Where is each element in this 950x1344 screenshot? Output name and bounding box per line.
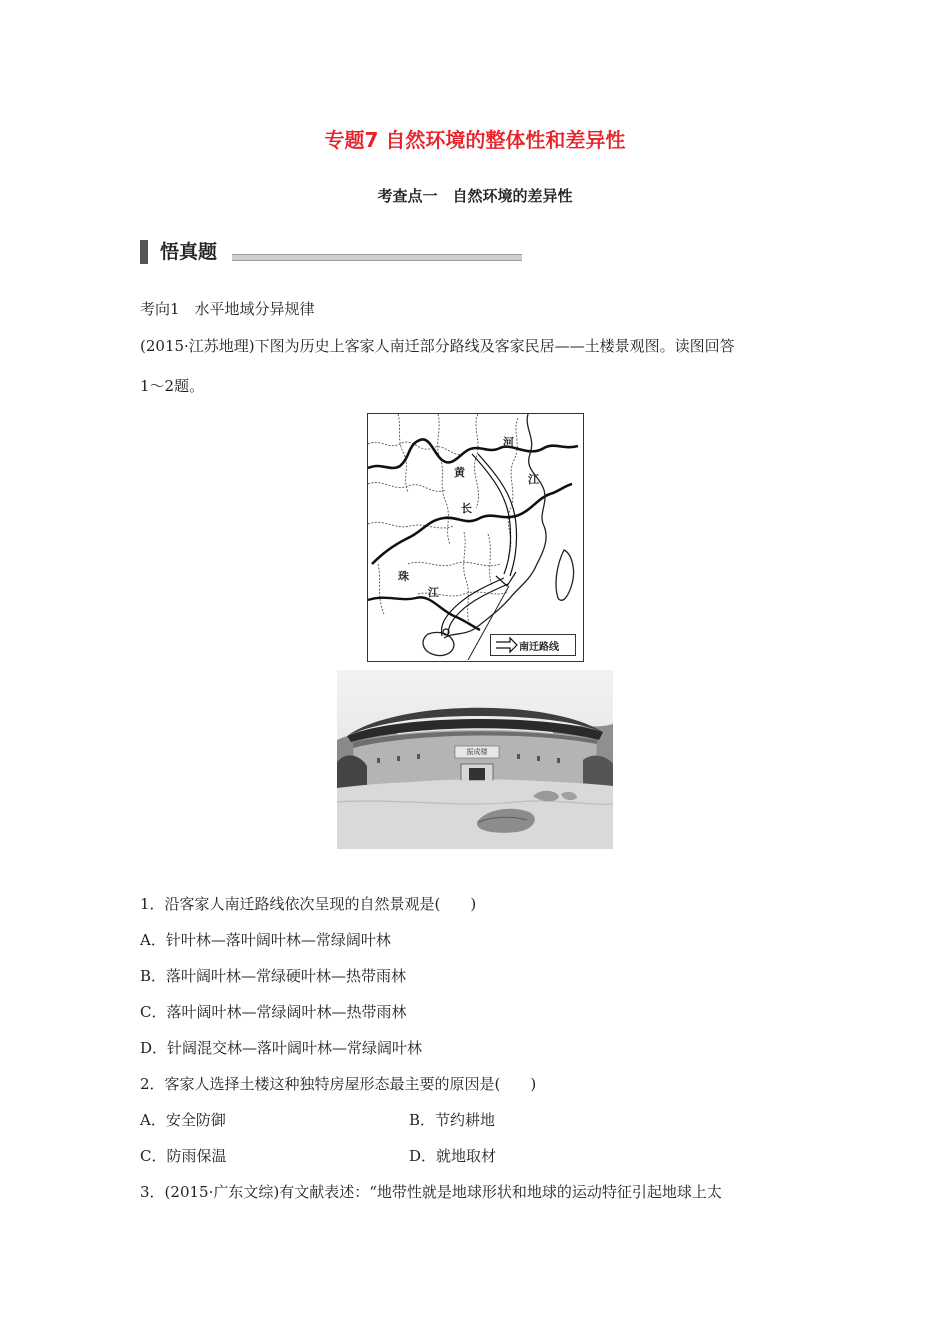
question-1-option-b: B．落叶阔叶林—常绿硬叶林—热带雨林 bbox=[140, 967, 407, 985]
map-drawing bbox=[368, 414, 582, 660]
map-label-he: 河 bbox=[503, 436, 514, 449]
tulou-photo bbox=[337, 670, 613, 849]
legend-label: 南迁路线 bbox=[519, 642, 559, 653]
page-title: 专题7 自然环境的整体性和差异性 bbox=[324, 128, 626, 152]
map-legend bbox=[490, 634, 576, 656]
question-1-option-c: C．落叶阔叶林—常绿阔叶林—热带雨林 bbox=[140, 1003, 407, 1021]
question-2-option-c: C．防雨保温 bbox=[140, 1147, 227, 1165]
section-header bbox=[140, 240, 525, 264]
question-1-option-a: A．针叶林—落叶阔叶林—常绿阔叶林 bbox=[140, 931, 391, 949]
section-label: 悟真题 bbox=[160, 241, 218, 263]
map-label-huang: 黄 bbox=[454, 466, 465, 479]
tulou-drawing bbox=[337, 670, 613, 849]
migration-map bbox=[367, 413, 584, 662]
arrow-legend-icon bbox=[493, 635, 519, 655]
map-label-jiang-pearl: 江 bbox=[428, 586, 439, 599]
map-label-chang: 长 bbox=[461, 502, 472, 515]
question-2-option-a: A．安全防御 bbox=[140, 1111, 226, 1129]
source-line-2: 1～2题。 bbox=[140, 377, 205, 395]
section-bar bbox=[140, 240, 148, 264]
source-line-1: (2015·江苏地理)下图为历史上客家人南迁部分路线及客家民居——土楼景观图。读图回答 bbox=[140, 337, 735, 355]
section-rule bbox=[232, 254, 522, 261]
question-1-stem: 1．沿客家人南迁路线依次呈现的自然景观是( ) bbox=[140, 895, 477, 913]
question-3-stem: 3．(2015·广东文综)有文献表述：“地带性就是地球形状和地球的运动特征引起地球上太 bbox=[140, 1183, 722, 1201]
question-2-stem: 2．客家人选择土楼这种独特房屋形态最主要的原因是( ) bbox=[140, 1075, 537, 1093]
map-label-jiang-yellow: 江 bbox=[528, 473, 539, 486]
section-subtitle: 考查点一 自然环境的差异性 bbox=[377, 187, 573, 205]
direction-label: 考向1 水平地域分异规律 bbox=[140, 300, 315, 318]
question-2-option-b: B．节约耕地 bbox=[409, 1111, 496, 1129]
map-label-zhu: 珠 bbox=[398, 570, 409, 583]
question-2-option-d: D．就地取材 bbox=[409, 1147, 497, 1165]
tulou-gate-sign: 振成楼 bbox=[466, 748, 488, 756]
question-1-option-d: D．针阔混交林—落叶阔叶林—常绿阔叶林 bbox=[140, 1039, 423, 1057]
